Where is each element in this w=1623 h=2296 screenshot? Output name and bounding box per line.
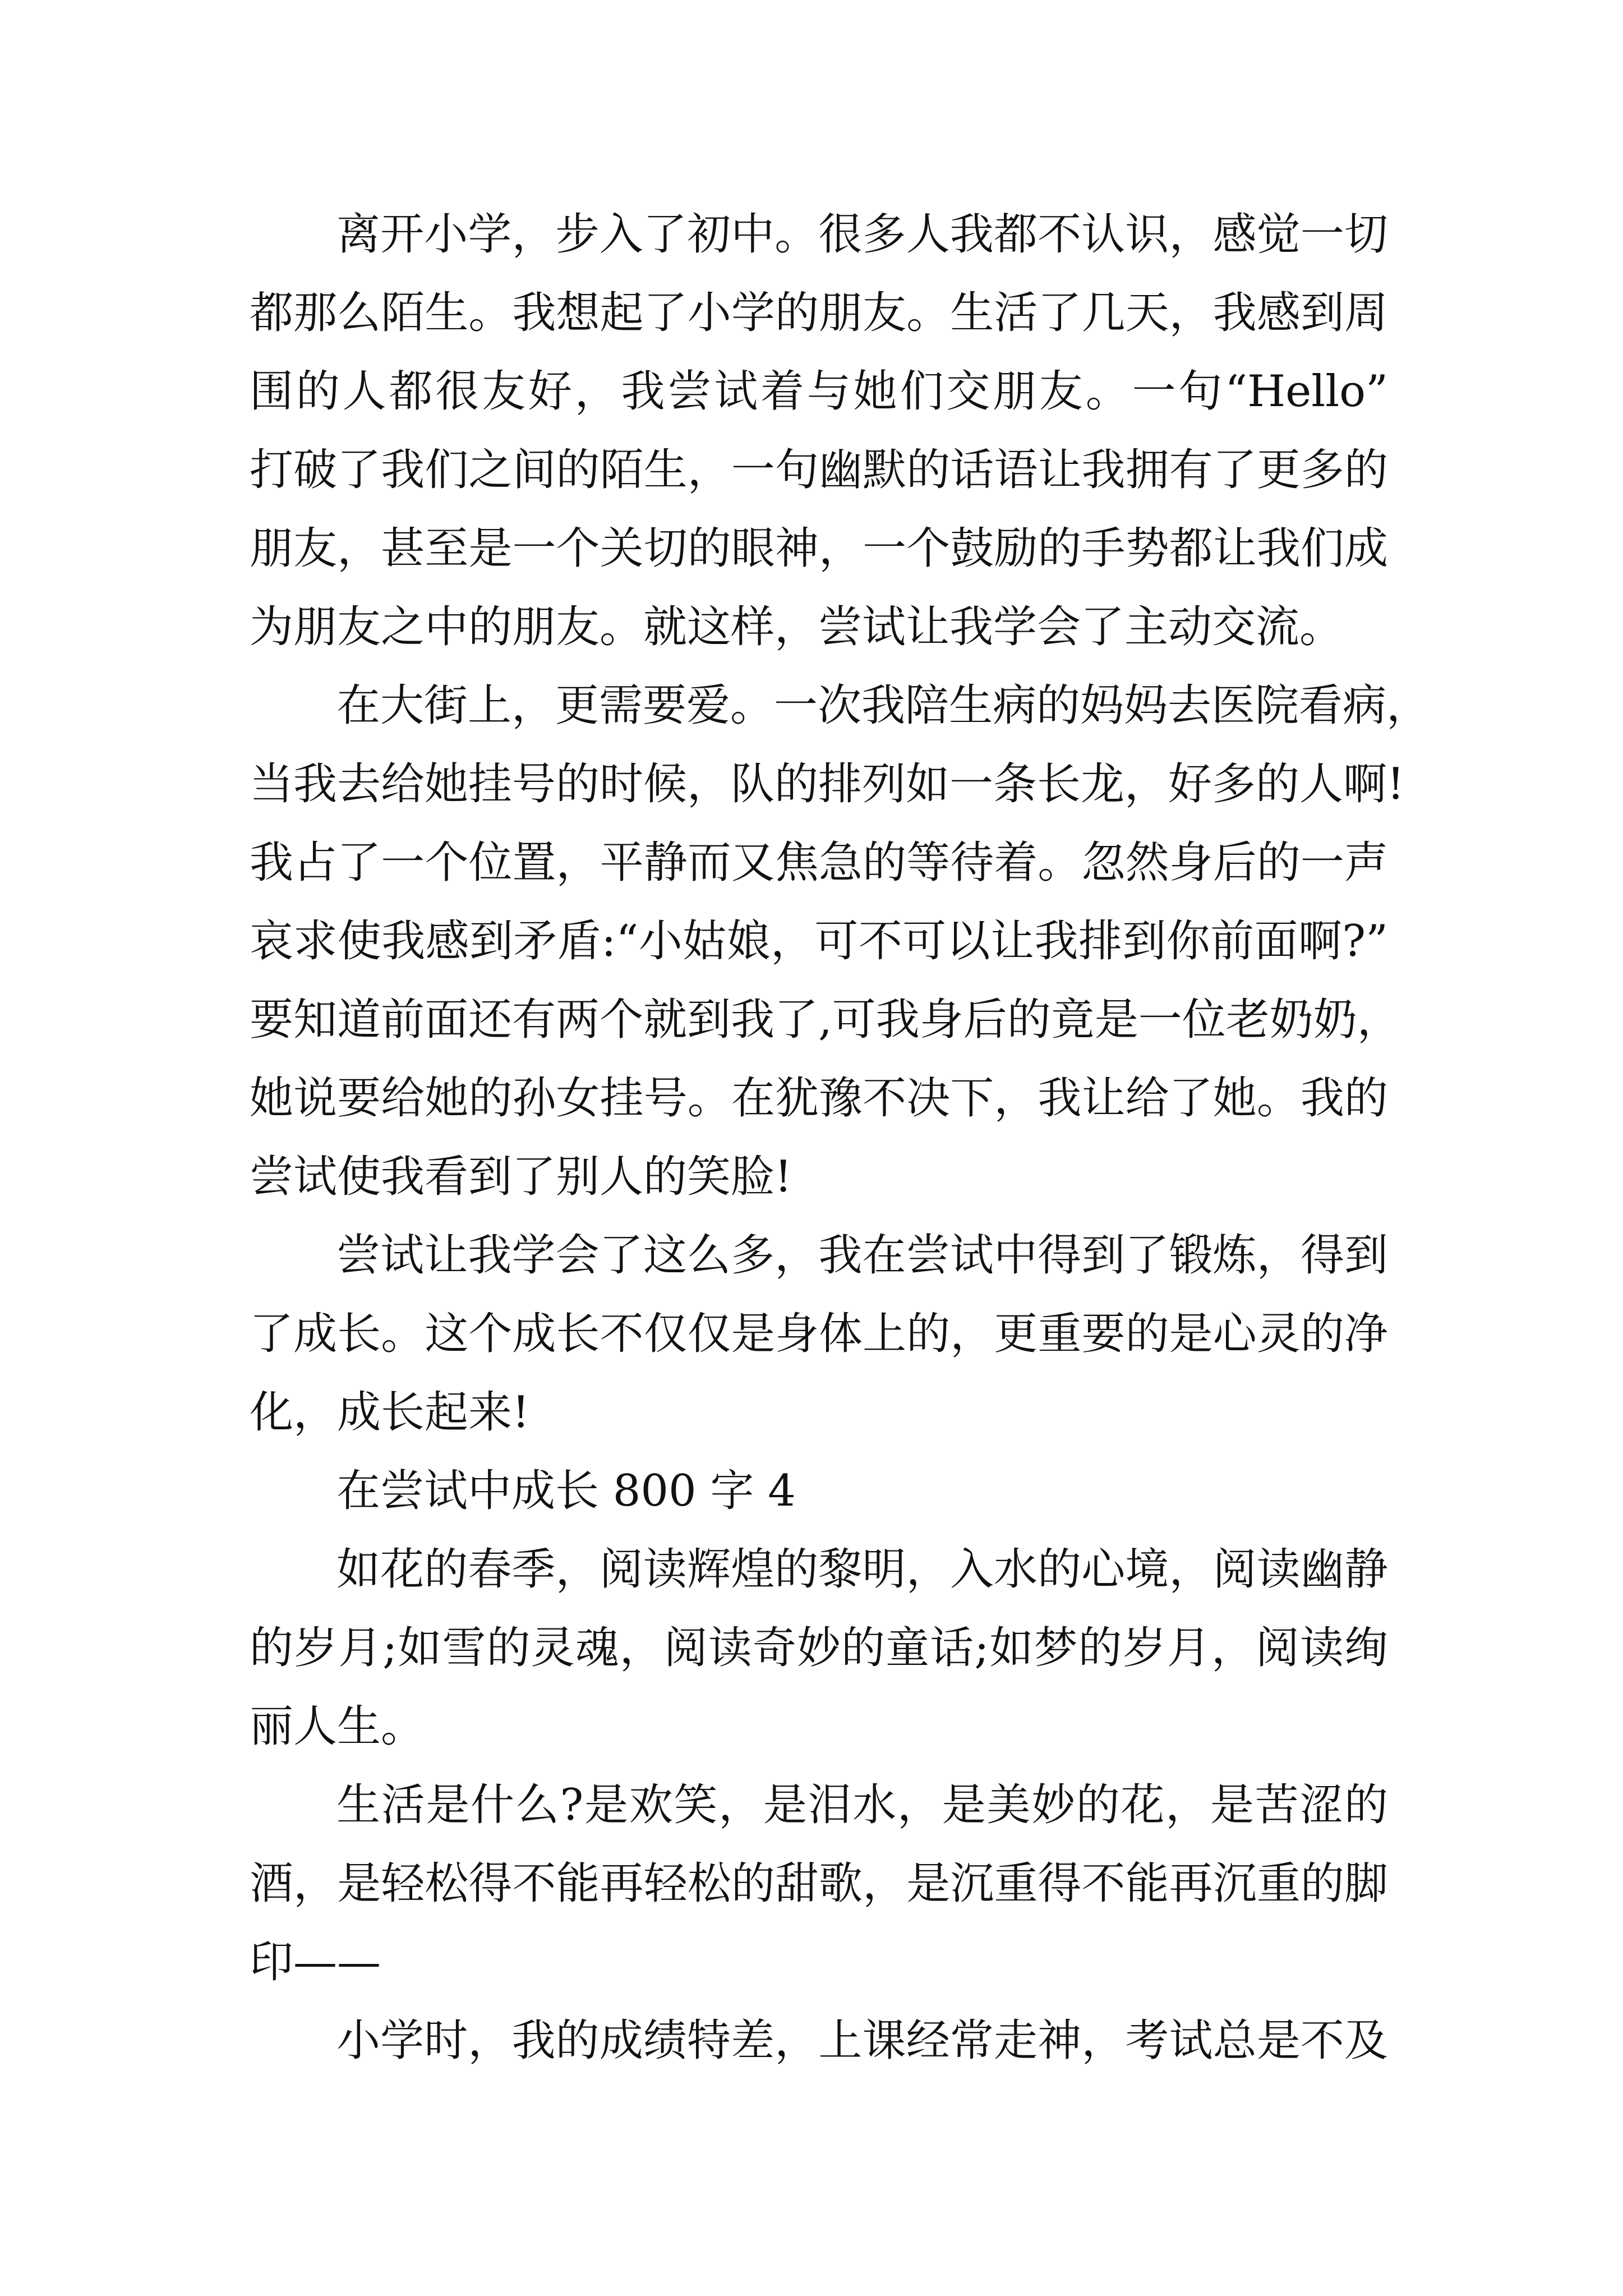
text-line: 尝试使我看到了别人的笑脸!: [250, 1152, 792, 1202]
text-line: 生活是什么?是欢笑，是泪水，是美妙的花，是苦涩的: [336, 1780, 1388, 1830]
text-line: 围的人都很友好，我尝试着与她们交朋友。一句“Hello”: [250, 366, 1388, 417]
text-line: 我占了一个位置，平静而又焦急的等待着。忽然身后的一声: [250, 838, 1388, 888]
text-line: 化，成长起来!: [250, 1387, 530, 1438]
text-line: 要知道前面还有两个就到我了,可我身后的竟是一位老奶奶，: [250, 995, 1401, 1045]
text-line: 在大街上，更需要爱。一次我陪生病的妈妈去医院看病，: [336, 680, 1431, 731]
text-line: 打破了我们之间的陌生，一句幽默的话语让我拥有了更多的: [250, 445, 1388, 495]
text-line: 尝试让我学会了这么多，我在尝试中得到了锻炼，得到: [336, 1230, 1388, 1281]
text-line: 朋友，甚至是一个关切的眼神，一个鼓励的手势都让我们成: [250, 523, 1388, 574]
text-line: 小学时，我的成绩特差，上课经常走神，考试总是不及: [336, 2016, 1388, 2066]
text-line: 为朋友之中的朋友。就这样，尝试让我学会了主动交流。: [250, 602, 1344, 652]
text-line: 都那么陌生。我想起了小学的朋友。生活了几天，我感到周: [250, 288, 1388, 338]
text-line: 丽人生。: [250, 1701, 425, 1752]
text-line: 离开小学，步入了初中。很多人我都不认识，感觉一切: [336, 209, 1388, 260]
text-line: 印——: [250, 1937, 381, 1987]
section-heading: 在尝试中成长 800 字 4: [336, 1466, 796, 1516]
text-line: 了成长。这个成长不仅仅是身体上的，更重要的是心灵的净: [250, 1309, 1388, 1359]
text-line: 哀求使我感到矛盾:“小姑娘，可不可以让我排到你前面啊?”: [250, 916, 1388, 967]
text-line: 当我去给她挂号的时候，队的排列如一条长龙，好多的人啊!: [250, 759, 1405, 809]
text-line: 她说要给她的孙女挂号。在犹豫不决下，我让给了她。我的: [250, 1073, 1388, 1124]
text-line: 的岁月;如雪的灵魂，阅读奇妙的童话;如梦的岁月，阅读绚: [250, 1623, 1388, 1673]
text-line: 如花的春季，阅读辉煌的黎明，入水的心境，阅读幽静: [336, 1544, 1388, 1595]
text-line: 酒，是轻松得不能再轻松的甜歌，是沉重得不能再沉重的脚: [250, 1858, 1388, 1909]
